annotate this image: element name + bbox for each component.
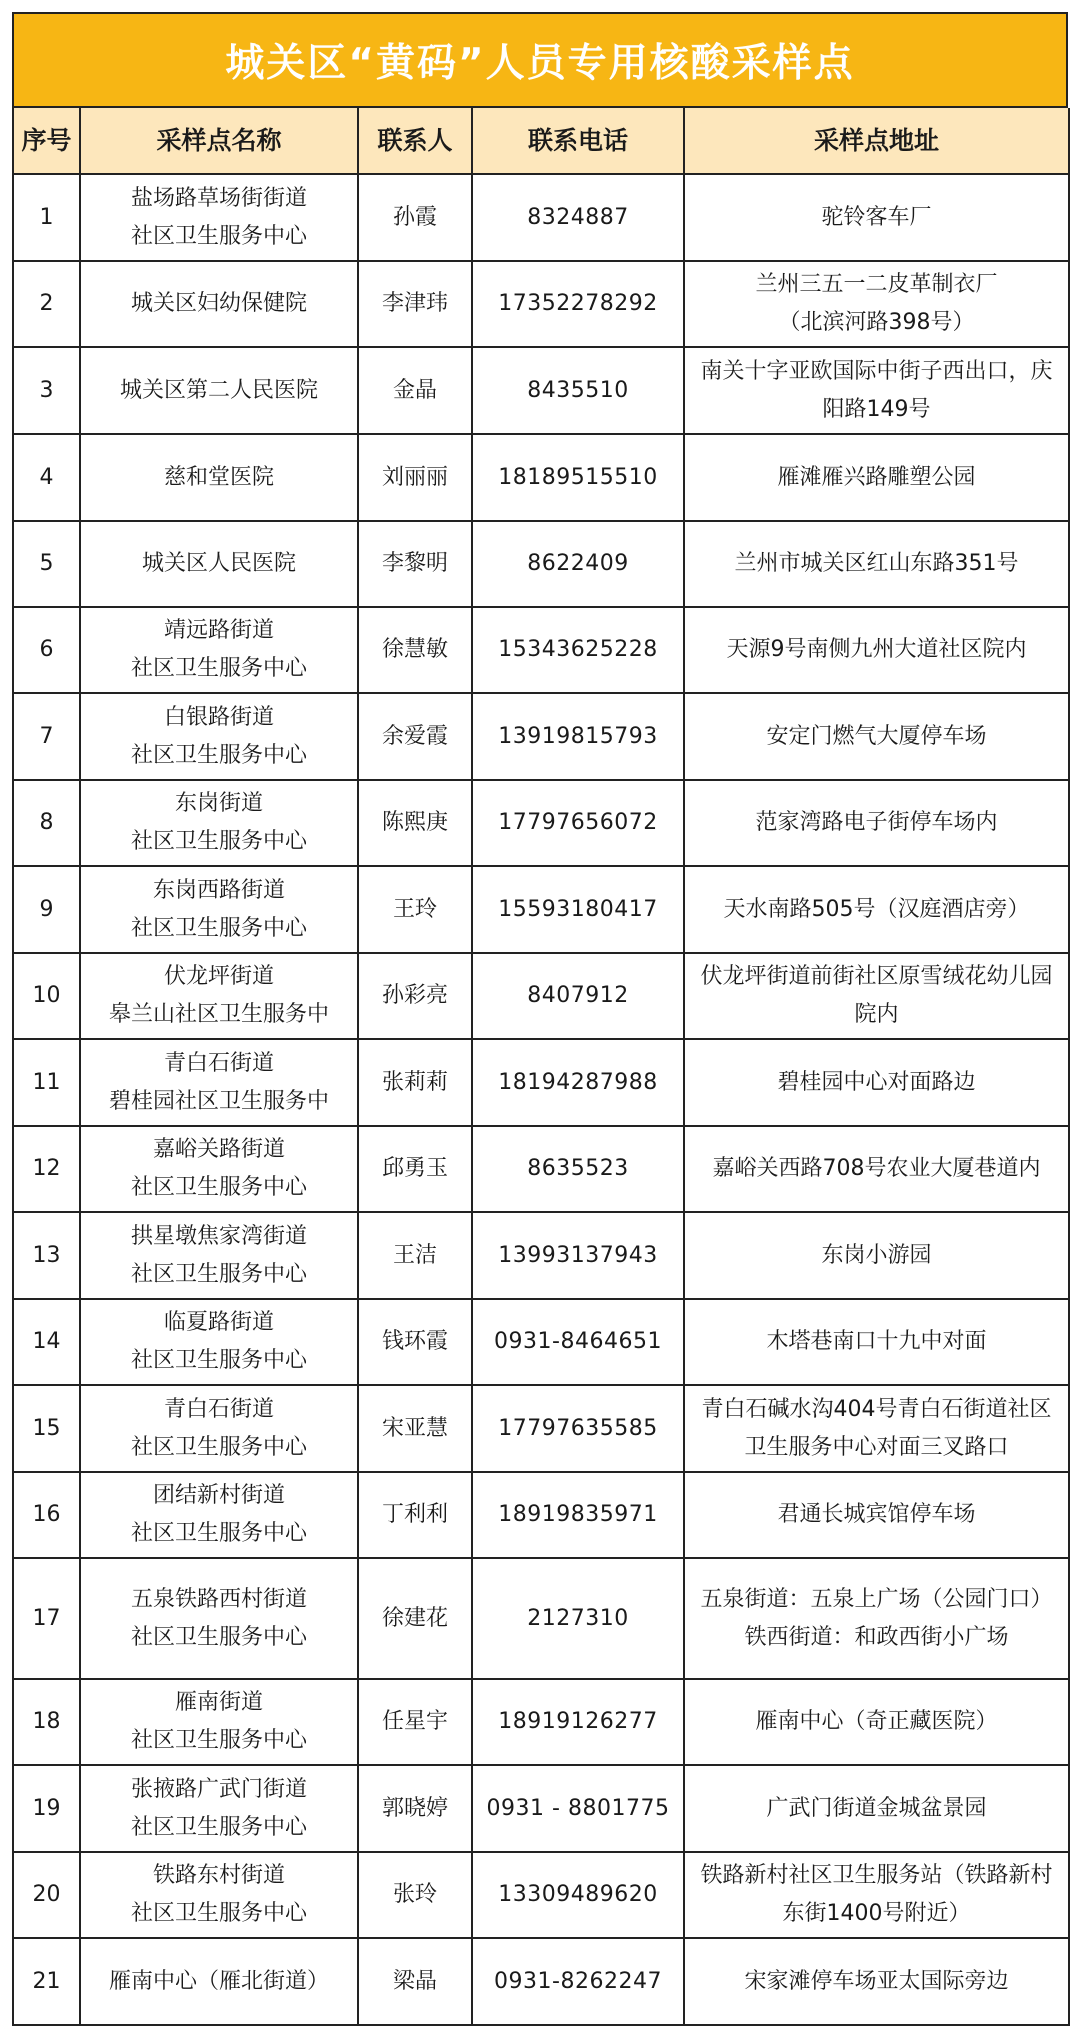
cell-text-line: 驼铃客车厂 <box>821 204 932 230</box>
cell-text-line: 木塔巷南口十九中对面 <box>766 1329 987 1354</box>
cell-text-line: 卫生服务中心对面三叉路口 <box>744 1434 1009 1460</box>
cell-address <box>684 1472 1069 1558</box>
table-row <box>13 693 1069 780</box>
cell-no: 17 <box>13 1558 80 1679</box>
cell-text-line: 社区卫生服务中心 <box>130 1175 307 1200</box>
cell-text-line: 东岗西路街道 <box>152 877 285 903</box>
cell-text-line: 社区卫生服务中心 <box>130 223 307 249</box>
cell-text-line: 社区卫生服务中心 <box>130 829 307 854</box>
column-header-contact: 联系人 <box>358 108 472 174</box>
cell-contact: 张玲 <box>358 1852 472 1938</box>
cell-phone: 8324887 <box>472 174 684 261</box>
table-row <box>13 607 1069 693</box>
cell-site-name <box>80 174 358 261</box>
cell-text-line: 社区卫生服务中心 <box>130 742 307 768</box>
table-row <box>13 261 1069 347</box>
cell-no: 7 <box>13 693 80 780</box>
cell-no: 12 <box>13 1126 80 1212</box>
cell-phone: 15593180417 <box>472 866 684 953</box>
cell-contact: 金晶 <box>358 347 472 434</box>
cell-text-line: 安定门燃气大厦停车场 <box>766 723 987 749</box>
cell-contact: 李黎明 <box>358 521 472 607</box>
table-row <box>13 347 1069 434</box>
cell-text-line: 社区卫生服务中心 <box>130 1901 307 1926</box>
cell-contact: 张莉莉 <box>358 1039 472 1126</box>
cell-text-line: 铁路新村社区卫生服务站（铁路新村 <box>700 1863 1053 1888</box>
table-row <box>13 434 1069 521</box>
cell-site-name <box>80 1126 358 1212</box>
cell-address <box>684 1852 1069 1938</box>
cell-text-line: （北滨河路398号） <box>778 310 975 335</box>
cell-text-line: 阳路149号 <box>822 396 931 422</box>
cell-address <box>684 261 1069 347</box>
cell-address <box>684 174 1069 261</box>
table-row <box>13 1212 1069 1299</box>
cell-text-line: 宋家滩停车场亚太国际旁边 <box>744 1968 1009 1994</box>
cell-text-line: 伏龙坪街道 <box>163 964 274 989</box>
cell-text-line: 团结新村街道 <box>152 1483 285 1508</box>
cell-text-line: 社区卫生服务中心 <box>130 1348 307 1373</box>
column-header-name: 采样点名称 <box>80 108 358 174</box>
cell-site-name <box>80 1299 358 1385</box>
cell-address <box>684 780 1069 866</box>
cell-text-line: 白银路街道 <box>163 704 274 730</box>
cell-text-line: 东街1400号附近） <box>782 1901 971 1926</box>
cell-contact: 李津玮 <box>358 261 472 347</box>
cell-text-line: 嘉峪关西路708号农业大厦巷道内 <box>712 1156 1041 1181</box>
cell-site-name <box>80 1558 358 1679</box>
cell-address <box>684 693 1069 780</box>
cell-phone: 13309489620 <box>472 1852 684 1938</box>
cell-site-name <box>80 521 358 607</box>
cell-site-name <box>80 1679 358 1765</box>
table-row <box>13 1385 1069 1472</box>
cell-text-line: 雁滩雁兴路雕塑公园 <box>777 464 976 490</box>
cell-phone: 15343625228 <box>472 607 684 693</box>
cell-contact: 余爱霞 <box>358 693 472 780</box>
cell-text-line: 东岗街道 <box>174 791 263 816</box>
cell-no: 6 <box>13 607 80 693</box>
cell-text-line: 范家湾路电子街停车场内 <box>755 810 998 835</box>
table-row <box>13 1765 1069 1852</box>
cell-no: 8 <box>13 780 80 866</box>
cell-contact: 邱勇玉 <box>358 1126 472 1212</box>
cell-text-line: 城关区第二人民医院 <box>119 377 318 403</box>
page-title: 城关区“黄码”人员专用核酸采样点 <box>225 41 855 86</box>
cell-site-name <box>80 1765 358 1852</box>
cell-text-line: 社区卫生服务中心 <box>130 656 307 681</box>
cell-site-name <box>80 607 358 693</box>
cell-no: 4 <box>13 434 80 521</box>
cell-address <box>684 1765 1069 1852</box>
cell-contact: 孙彩亮 <box>358 953 472 1039</box>
sampling-points-table <box>12 108 1070 2026</box>
cell-contact: 郭晓婷 <box>358 1765 472 1852</box>
cell-contact: 王玲 <box>358 866 472 953</box>
cell-address <box>684 1126 1069 1212</box>
table-row <box>13 1938 1069 2025</box>
cell-contact: 陈熙庚 <box>358 780 472 866</box>
cell-text-line: 五泉街道：五泉上广场（公园门口） <box>700 1586 1053 1612</box>
cell-no: 15 <box>13 1385 80 1472</box>
table-body <box>13 174 1069 2025</box>
cell-address <box>684 866 1069 953</box>
sampling-points-sheet <box>12 12 1068 2026</box>
table-row <box>13 521 1069 607</box>
cell-contact: 徐建花 <box>358 1558 472 1679</box>
cell-site-name <box>80 953 358 1039</box>
cell-phone: 2127310 <box>472 1558 684 1679</box>
cell-no: 19 <box>13 1765 80 1852</box>
table-row <box>13 1039 1069 1126</box>
cell-contact: 梁晶 <box>358 1938 472 2025</box>
cell-text-line: 社区卫生服务中心 <box>130 1624 307 1650</box>
cell-text-line: 五泉铁路西村街道 <box>130 1586 307 1612</box>
cell-text-line: 天源9号南侧九州大道社区院内 <box>726 637 1027 662</box>
cell-phone: 13919815793 <box>472 693 684 780</box>
cell-contact: 王洁 <box>358 1212 472 1299</box>
cell-contact: 丁利利 <box>358 1472 472 1558</box>
table-row <box>13 174 1069 261</box>
cell-contact: 徐慧敏 <box>358 607 472 693</box>
cell-phone: 0931-8464651 <box>472 1299 684 1385</box>
cell-site-name <box>80 693 358 780</box>
cell-address <box>684 953 1069 1039</box>
cell-site-name <box>80 1472 358 1558</box>
cell-phone: 18189515510 <box>472 434 684 521</box>
cell-no: 13 <box>13 1212 80 1299</box>
cell-phone: 17352278292 <box>472 261 684 347</box>
cell-site-name <box>80 1938 358 2025</box>
cell-text-line: 君通长城宾馆停车场 <box>777 1502 976 1527</box>
cell-text-line: 社区卫生服务中心 <box>130 1261 307 1287</box>
cell-text-line: 铁路东村街道 <box>152 1863 285 1888</box>
column-header-phone: 联系电话 <box>472 108 684 174</box>
cell-contact: 任星宇 <box>358 1679 472 1765</box>
table-row <box>13 953 1069 1039</box>
cell-text-line: 兰州三五一二皮革制衣厂 <box>755 272 998 297</box>
cell-phone: 17797635585 <box>472 1385 684 1472</box>
cell-text-line: 社区卫生服务中心 <box>130 1434 307 1460</box>
cell-text-line: 盐场路草场街街道 <box>130 185 307 211</box>
cell-address <box>684 1212 1069 1299</box>
cell-address <box>684 521 1069 607</box>
cell-site-name <box>80 434 358 521</box>
cell-site-name <box>80 1039 358 1126</box>
cell-text-line: 嘉峪关路街道 <box>152 1137 285 1162</box>
cell-text-line: 院内 <box>854 1002 899 1027</box>
cell-phone: 0931-8262247 <box>472 1938 684 2025</box>
cell-address <box>684 434 1069 521</box>
cell-no: 10 <box>13 953 80 1039</box>
cell-text-line: 张掖路广武门街道 <box>130 1776 307 1802</box>
cell-no: 18 <box>13 1679 80 1765</box>
cell-text-line: 广武门街道金城盆景园 <box>766 1795 987 1821</box>
cell-text-line: 慈和堂医院 <box>163 464 274 490</box>
cell-phone: 18194287988 <box>472 1039 684 1126</box>
cell-no: 11 <box>13 1039 80 1126</box>
cell-text-line: 临夏路街道 <box>163 1310 274 1335</box>
cell-address <box>684 1558 1069 1679</box>
column-header-no: 序号 <box>13 108 80 174</box>
cell-address <box>684 1938 1069 2025</box>
cell-address <box>684 607 1069 693</box>
cell-contact: 宋亚慧 <box>358 1385 472 1472</box>
cell-phone: 8435510 <box>472 347 684 434</box>
cell-text-line: 靖远路街道 <box>163 618 274 643</box>
cell-text-line: 青白石街道 <box>163 1396 274 1422</box>
cell-text-line: 社区卫生服务中心 <box>130 915 307 941</box>
cell-site-name <box>80 1852 358 1938</box>
cell-address <box>684 1385 1069 1472</box>
cell-site-name <box>80 1212 358 1299</box>
cell-no: 16 <box>13 1472 80 1558</box>
table-row <box>13 1299 1069 1385</box>
cell-no: 5 <box>13 521 80 607</box>
cell-site-name <box>80 261 358 347</box>
cell-text-line: 社区卫生服务中心 <box>130 1728 307 1753</box>
cell-text-line: 城关区人民医院 <box>141 551 296 576</box>
table-row <box>13 1852 1069 1938</box>
column-header-address: 采样点地址 <box>684 108 1069 174</box>
table-row <box>13 780 1069 866</box>
table-row <box>13 1679 1069 1765</box>
table-row <box>13 866 1069 953</box>
cell-contact: 刘丽丽 <box>358 434 472 521</box>
cell-phone: 18919835971 <box>472 1472 684 1558</box>
cell-no: 9 <box>13 866 80 953</box>
cell-no: 21 <box>13 1938 80 2025</box>
cell-text-line: 拱星墩焦家湾街道 <box>130 1223 307 1249</box>
cell-site-name <box>80 780 358 866</box>
table-header-row <box>13 108 1069 174</box>
cell-contact: 孙霞 <box>358 174 472 261</box>
cell-phone: 0931 - 8801775 <box>472 1765 684 1852</box>
cell-text-line: 铁西街道：和政西街小广场 <box>744 1624 1009 1650</box>
cell-text-line: 雁南街道 <box>174 1690 263 1715</box>
cell-text-line: 东岗小游园 <box>821 1242 932 1268</box>
cell-text-line: 伏龙坪街道前街社区原雪绒花幼儿园 <box>700 964 1053 989</box>
cell-address <box>684 347 1069 434</box>
cell-text-line: 南关十字亚欧国际中街子西出口，庆 <box>700 358 1053 384</box>
cell-text-line: 城关区妇幼保健院 <box>130 291 307 316</box>
cell-text-line: 兰州市城关区红山东路351号 <box>734 551 1019 576</box>
cell-phone: 13993137943 <box>472 1212 684 1299</box>
cell-address <box>684 1299 1069 1385</box>
table-row <box>13 1472 1069 1558</box>
cell-text-line: 碧桂园社区卫生服务中 <box>108 1088 329 1114</box>
title-banner <box>12 12 1068 108</box>
cell-text-line: 天水南路505号（汉庭酒店旁） <box>723 896 1030 922</box>
cell-text-line: 社区卫生服务中心 <box>130 1521 307 1546</box>
cell-no: 2 <box>13 261 80 347</box>
cell-address <box>684 1679 1069 1765</box>
cell-site-name <box>80 347 358 434</box>
cell-no: 14 <box>13 1299 80 1385</box>
table-row <box>13 1558 1069 1679</box>
table-row <box>13 1126 1069 1212</box>
cell-text-line: 皋兰山社区卫生服务中 <box>108 1002 329 1027</box>
cell-no: 3 <box>13 347 80 434</box>
cell-text-line: 青白石碱水沟404号青白石街道社区 <box>701 1396 1052 1422</box>
cell-address <box>684 1039 1069 1126</box>
cell-text-line: 青白石街道 <box>163 1050 274 1076</box>
cell-text-line: 社区卫生服务中心 <box>130 1814 307 1840</box>
cell-phone: 17797656072 <box>472 780 684 866</box>
cell-site-name <box>80 866 358 953</box>
cell-no: 20 <box>13 1852 80 1938</box>
cell-phone: 8622409 <box>472 521 684 607</box>
cell-contact: 钱环霞 <box>358 1299 472 1385</box>
cell-phone: 8407912 <box>472 953 684 1039</box>
cell-text-line: 碧桂园中心对面路边 <box>777 1069 976 1095</box>
cell-no: 1 <box>13 174 80 261</box>
cell-site-name <box>80 1385 358 1472</box>
cell-phone: 18919126277 <box>472 1679 684 1765</box>
cell-text-line: 雁南中心（奇正藏医院） <box>755 1709 998 1734</box>
cell-phone: 8635523 <box>472 1126 684 1212</box>
cell-text-line: 雁南中心（雁北街道） <box>108 1968 329 1994</box>
